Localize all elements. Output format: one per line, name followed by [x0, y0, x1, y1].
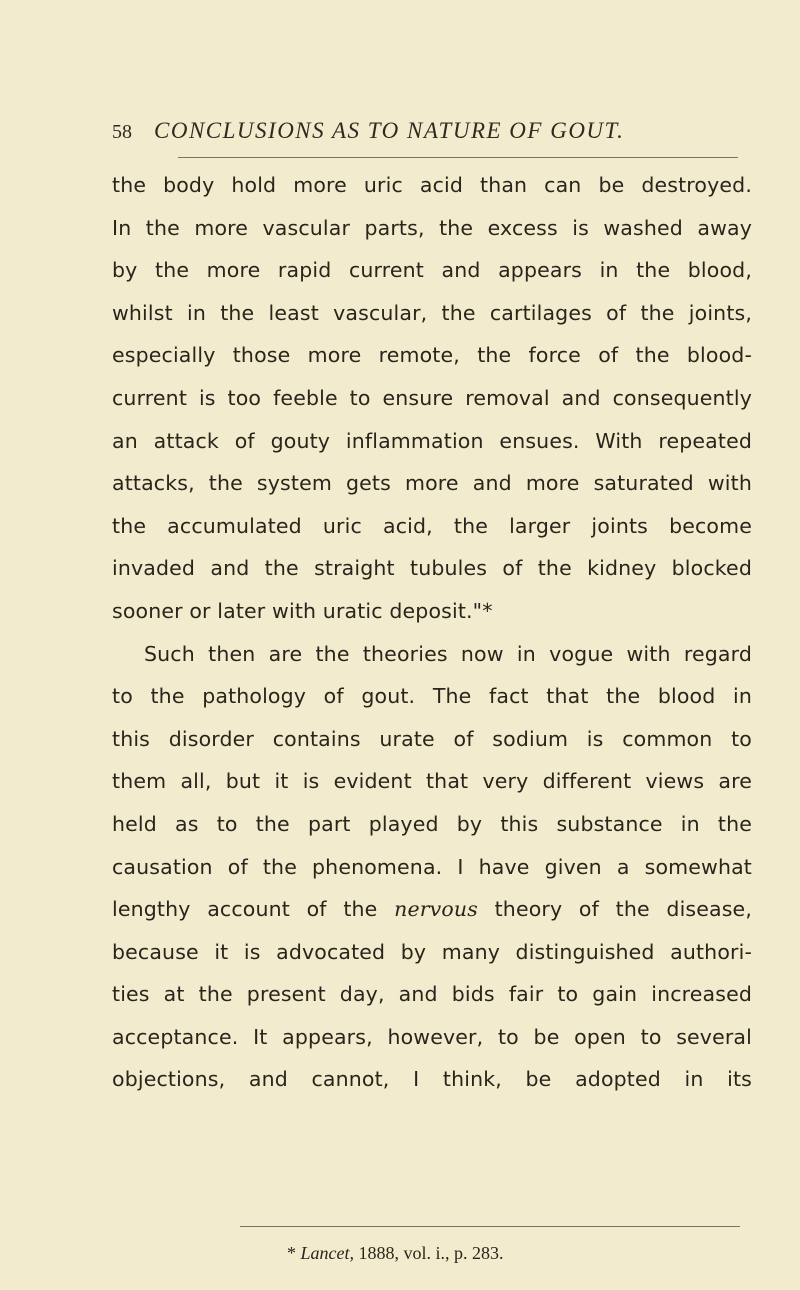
text-line-paragraph-end: sooner or later with uratic deposit."* [112, 598, 493, 623]
text-line: the body hold more uric acid than can be destroyed. [112, 173, 752, 197]
text-line: In the more vascular parts, the excess is washed away [112, 215, 752, 240]
text-line-paragraph-start: Such then are the theories now in vogue with regard [144, 641, 752, 666]
text-line: attacks, the system gets more and more saturated with [112, 471, 752, 496]
text-line: this disorder contains urate of sodium is common to [112, 726, 752, 751]
footnote-citation: 1888, vol. i., p. 283. [354, 1243, 504, 1263]
text-line: objections, and cannot, I think, be adopted in its [112, 1067, 752, 1092]
text-line: them all, but it is evident that very different views are [112, 769, 752, 794]
page-number: 58 [112, 121, 132, 143]
text-line: an attack of gouty inflammation ensues. With repeated [112, 428, 752, 453]
text-line: ties at the present day, and bids fair to gain increased [112, 982, 752, 1007]
running-head [112, 118, 752, 148]
text-line: held as to the part played by this substance in the [112, 811, 752, 836]
text-line: the accumulated uric acid, the larger joints become [112, 513, 752, 538]
running-title: CONCLUSIONS AS TO NATURE OF GOUT. [154, 118, 625, 143]
text-line: because it is advocated by many distinguished authori- [112, 939, 752, 964]
footnote-rule [240, 1226, 740, 1227]
footnote [287, 1243, 504, 1264]
text-line: causation of the phenomena. I have given a somewhat [112, 854, 752, 879]
text-line: by the more rapid current and appears in the blood, [112, 258, 752, 283]
header-rule [178, 157, 738, 158]
text-line: acceptance. It appears, however, to be open to several [112, 1024, 752, 1049]
text-line: whilst in the least vascular, the cartilages of the joints, [112, 300, 752, 325]
text-line-with-italic [112, 888, 752, 931]
text-line: especially those more remote, the force of the blood- [112, 343, 752, 368]
italic-word: nervous [394, 897, 478, 922]
text-segment: lengthy account of the [112, 897, 395, 922]
text-line: to the pathology of gout. The fact that the blood in [112, 684, 752, 709]
text-line: invaded and the straight tubules of the kidney blocked [112, 556, 752, 581]
text-line: current is too feeble to ensure removal and consequently [112, 385, 752, 410]
body-text [112, 164, 752, 1101]
footnote-source: Lancet, [300, 1243, 354, 1263]
text-segment: theory of the disease, [477, 897, 752, 922]
footnote-marker: * [287, 1243, 296, 1263]
